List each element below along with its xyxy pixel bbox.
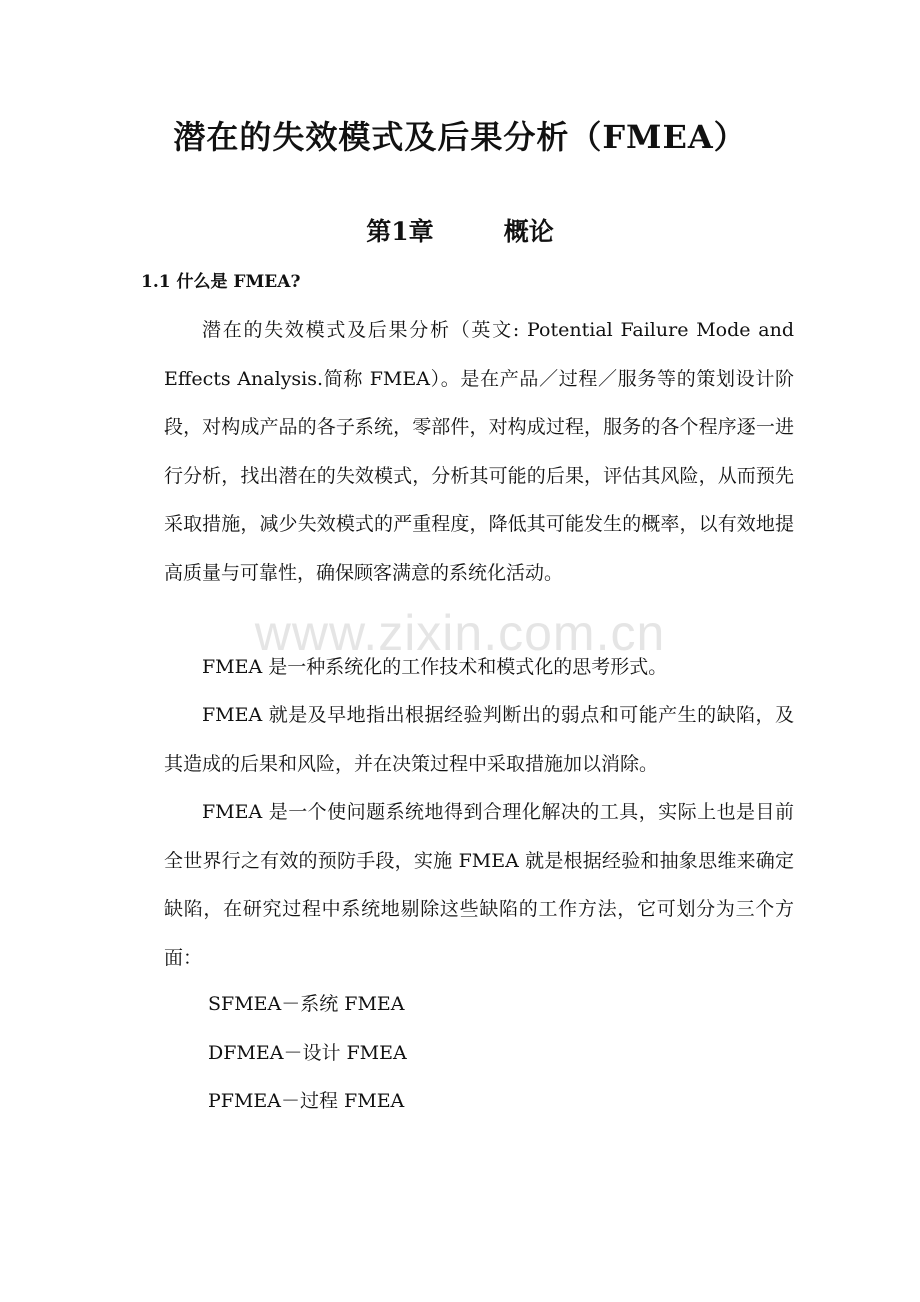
chapter-number: 第1章 [366,217,434,246]
list-item: PFMEA－过程 FMEA [208,1090,405,1112]
paragraph-early-detection: FMEA 就是及早地指出根据经验判断出的弱点和可能产生的缺陷，及其造成的后果和风险，并在决策过程中采取措施加以消除。 [164,704,794,775]
chapter-title: 概论 [503,217,554,246]
fmea-type-list [208,980,407,1126]
section-heading: 1.1 什么是 FMEA? [141,272,301,292]
paragraph-systematic: FMEA 是一种系统化的工作技术和模式化的思考形式。 [202,656,668,678]
chapter-heading [0,212,920,252]
list-item: SFMEA－系统 FMEA [208,993,405,1015]
list-item: DFMEA－设计 FMEA [208,1041,407,1064]
paragraph-tool: FMEA 是一个使问题系统地得到合理化解决的工具，实际上也是目前全世界行之有效的预防手段，实施 FMEA 就是根据经验和抽象思维来确定缺陷，在研究过程中系统地剔除这些缺陷的工作方法，它可划分为三个方面： [164,801,794,969]
document-title: 潜在的失效模式及后果分析（FMEA） [173,118,747,156]
paragraph-definition: 潜在的失效模式及后果分析（英文: Potential Failure Mode and Effects Analysis.简称 FMEA）。是在产品／过程／服务等的策划设计阶段，对构成产品的各子系统，零部件，对构成过程，服务的各个程序逐一进行分析，找出潜在的失效模式，分析其可能的后果，评估其风险，从而预先采取措施，减少失效模式的严重程度，降低其可能发生的概率，以有效地提高质量与可靠性，确保顾客满意的系统化活动。 [164,319,794,584]
watermark: www.zixin.com.cn [254,605,666,661]
